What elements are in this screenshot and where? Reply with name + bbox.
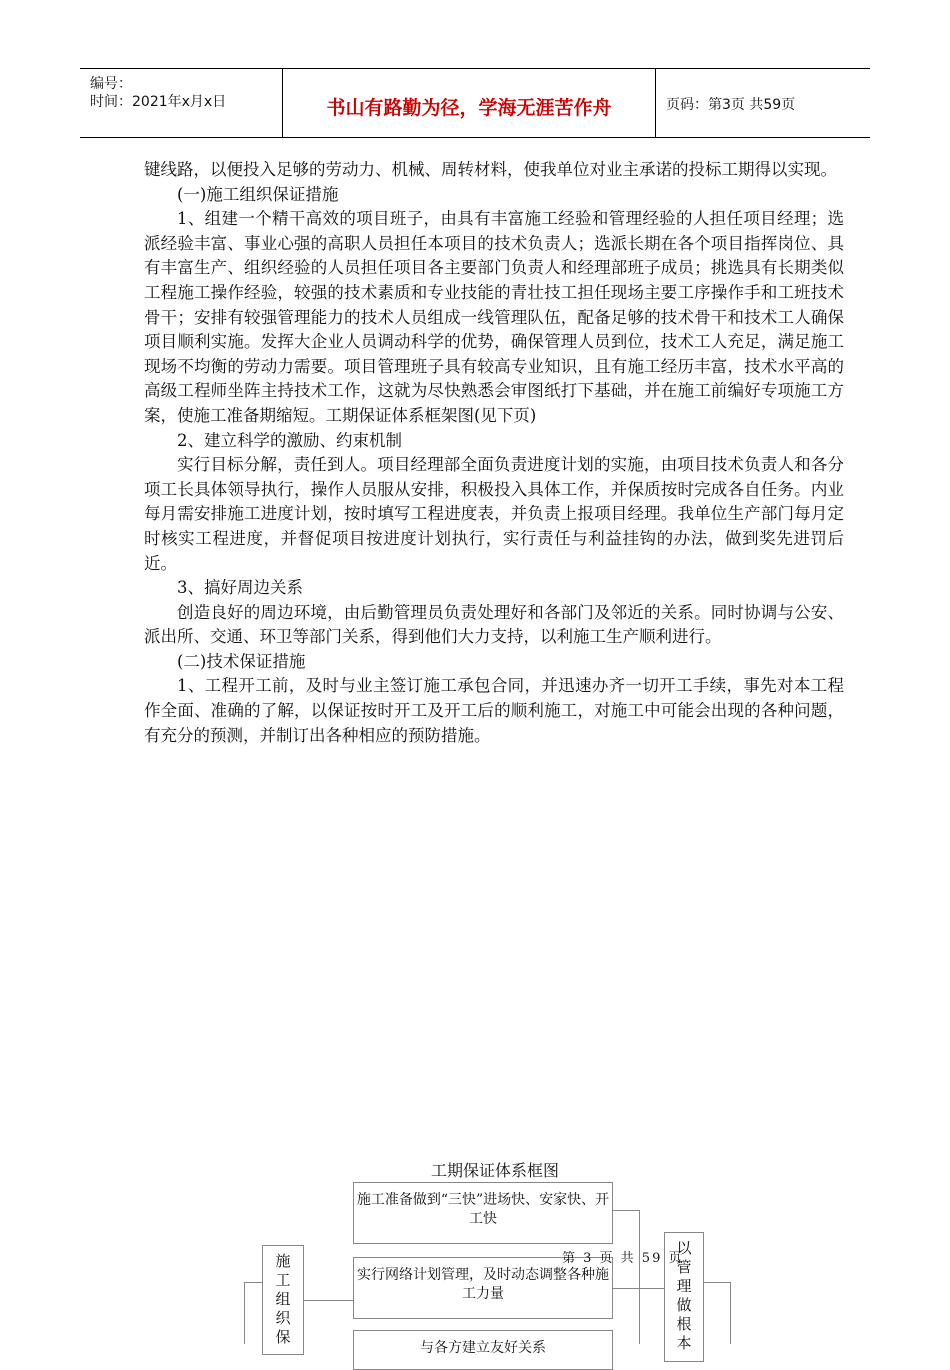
connector-line (244, 1282, 262, 1283)
vertical-left-text: 施 工 组 织 保 (275, 1252, 291, 1346)
vertical-right-text: 以 管 理 做 根 本 (676, 1239, 692, 1352)
number-label: 编号： (90, 76, 132, 92)
header-page-cell (656, 69, 870, 137)
paragraph: 创造良好的周边环境，由后勤管理员负责处理好和各部门及邻近的关系。同时协调与公安、派出所、交通、环卫等部门关系，得到他们大力支持，以利施工生产顺利进行。 (144, 602, 844, 647)
diagram-box-network-plan: 实行网络计划管理，及时动态调整各种施工力量 (353, 1257, 613, 1319)
date-label: 时间：2021年x月x日 (90, 94, 227, 110)
header-page-label: 页码：第3页 共59页 (666, 97, 796, 113)
header-motto-cell (283, 69, 656, 137)
connector-line (730, 1282, 731, 1344)
diagram-vertical-left (262, 1245, 304, 1355)
diagram-box-preparation: 施工准备做到“三快”进场快、安家快、开工快 (353, 1182, 613, 1244)
header-meta (80, 69, 283, 137)
header-motto: 书山有路勤为径，学海无涯苦作舟 (326, 97, 612, 119)
connector-line (613, 1288, 664, 1289)
connector-line (704, 1282, 730, 1283)
section-heading: (二)技术保证措施 (177, 651, 306, 671)
page-header (80, 68, 870, 138)
paragraph: 1、组建一个精干高效的项目班子，由具有丰富施工经验和管理经验的人担任项目经理；选派经验丰富、事业心强的高职人员担任本项目的技术负责人；选派长期在各个项目指挥岗位、具有丰富生产、组织经验的人员担任项目各主要部门负责人和经理部班子成员；挑选具有长期类似工程施工操作经验，较强的技术素质和专业技能的青壮技工担任现场主要工序操作手和工班技术骨干；安排有较强管理能力的技术人员组成一线管理队伍，配备足够的技术骨干和技术工人确保项目顺利实施。发挥大企业人员调动科学的优势，确保管理人员到位，技术工人充足，满足施工现场不均衡的劳动力需要。项目管理班子具有较高专业知识，且有施工经历丰富，技术水平高的高级工程师坐阵主持技术工作，这就为尽快熟悉会审图纸打下基础，并在施工前编好专项施工方案，使施工准备期缩短。工期保证体系框架图(见下页) (144, 209, 844, 425)
connector-line (304, 1300, 353, 1301)
section-heading: (一)施工组织保证措施 (177, 184, 339, 204)
connector-line (613, 1210, 639, 1211)
diagram-title: 工期保证体系框图 (430, 1161, 559, 1180)
connector-line (244, 1282, 245, 1344)
paragraph: 实行目标分解，责任到人。项目经理部全面负责进度计划的实施，由项目技术负责人和各分项工长具体领导执行，操作人员服从安排，积极投入具体工作，并保质按时完成各自任务。内业每月需安排施工进度计划，按时填写工程进度表，并负责上报项目经理。我单位生产部门每月定时核实工程进度，并督促项目按进度计划执行，实行责任与利益挂钩的办法，做到奖先进罚后近。 (144, 455, 844, 573)
document-body (144, 158, 844, 748)
section-heading: 3、搞好周边关系 (177, 578, 303, 598)
page-footer: 第 3 页 共 59 页 (562, 1251, 684, 1266)
diagram-box-relations: 与各方建立友好关系 (353, 1330, 613, 1370)
paragraph: 键线路，以便投入足够的劳动力、机械、周转材料，使我单位对业主承诺的投标工期得以实现。 (144, 160, 837, 179)
connector-line (639, 1210, 640, 1344)
paragraph: 1、工程开工前，及时与业主签订施工承包合同，并迅速办齐一切开工手续，事先对本工程作全面、准确的了解，以保证按时开工及开工后的顺利施工，对施工中可能会出现的各种问题，有充分的预测，并制订出各种相应的预防措施。 (144, 676, 844, 745)
section-heading: 2、建立科学的激励、约束机制 (177, 430, 402, 450)
